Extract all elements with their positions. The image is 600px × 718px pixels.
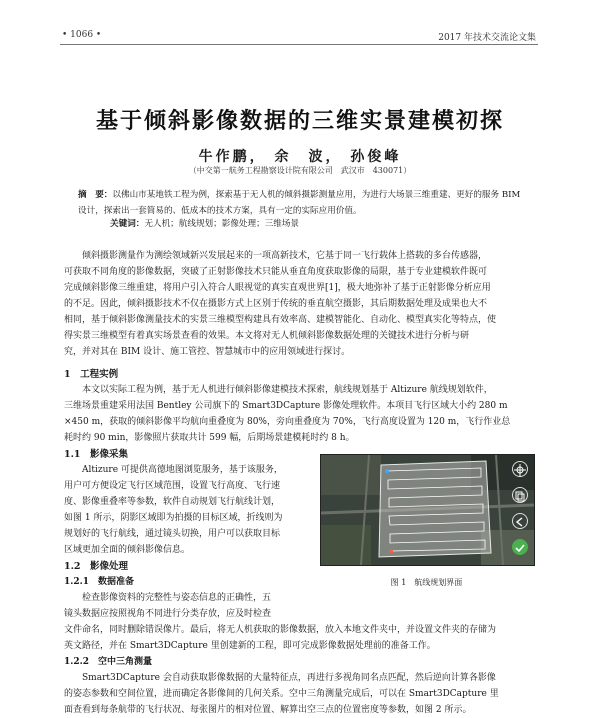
section121-paragraph [64, 622, 538, 654]
intro-paragraph [64, 248, 538, 360]
section1-line: 三维场景重建采用法国 Bentley 公司旗下的 Smart3DCapture 影像处理软件。本项目飞行区域大小约 280 m [64, 401, 508, 411]
back-icon[interactable] [512, 513, 528, 529]
section122-line: Smart3DCapture 会自动获取影像数据的大量特征点，再进行多视角同名点匹配，然后逆向计算各影像 [82, 673, 496, 683]
keywords-text: 无人机；航线规划；影像处理；三维场景 [144, 219, 300, 229]
intro-line: 完成倾斜影像三维重建，将用户引入符合人眼视觉的真实直观世界[1]，极大地弥补了基于正射影像分析应用 [64, 283, 491, 293]
copy-icon[interactable] [512, 487, 528, 503]
section11-line: 如图 1 所示，阴影区域即为拍摄的目标区域，折线则为 [64, 513, 283, 523]
section122-line: 面查看到每条航带的飞行状况、每张图片的相对位置、解算出空三点的位置密度等参数，如图 2 所示。 [64, 705, 472, 715]
subsection-heading: 1.2 影像处理 [64, 561, 129, 572]
intro-line: 究，并对其在 BIM 设计、施工管控、智慧城市中的应用领域进行探讨。 [64, 347, 351, 357]
section1-paragraph [64, 382, 538, 446]
section121-short-paragraph [64, 590, 312, 622]
section11-paragraph [64, 462, 312, 558]
abstract [78, 187, 524, 219]
intro-line: 得实景三维模型有着真实场景查看的效果。本文将对无人机倾斜影像数据处理的关键技术进行分析与研 [64, 331, 470, 341]
crosshair-icon[interactable] [512, 461, 528, 477]
section11-line: Altizure 可提供高德地图浏览服务，基于该服务， [82, 465, 283, 475]
section121-line: 检查影像资料的完整性与姿态信息的正确性，五 [82, 593, 272, 603]
intro-line: 可获取不同角度的影像数据，突破了正射影像技术只能从垂直角度获取影像的局限，基于专业建模软件既可 [64, 267, 488, 277]
subsubsection-heading: 1.2.1 数据准备 [64, 577, 135, 587]
section122-paragraph [64, 670, 538, 718]
intro-line: 倾斜摄影测量作为测绘领域新兴发展起来的一项高新技术，它基于同一飞行载体上搭载的多台传感器， [82, 251, 488, 261]
section121-line: 文件命名，同时删除错误像片。最后，将无人机获取的影像数据，放入本地文件夹中，并设置文件夹的存储为 [64, 625, 497, 635]
header-rule [60, 44, 538, 45]
section11-line: 规划好的飞行航线，通过镜头切换，用户可以获取目标 [64, 529, 281, 539]
paper-title: 基于倾斜影像数据的三维实景建模初探 [95, 108, 504, 134]
section11-line: 用户可方便设定飞行区域范围，设置飞行高度、飞行速 [64, 481, 281, 491]
section11-line: 度、影像重叠率等参数，软件自动规划飞行航线计划， [64, 497, 281, 507]
figure-caption: 图 1 航线规划界面 [390, 578, 463, 587]
section1-line: 本文以实际工程为例，基于无人机进行倾斜影像建模技术探索，航线规划基于 Altizure 航线规划软件， [82, 385, 493, 395]
aerial-map-image [321, 455, 534, 565]
intro-line: 相同，基于倾斜影像测量技术的实景三维模型构建具有效率高、建模智能化、自动化、模型真实化等特点，使 [64, 315, 497, 325]
subsection-heading: 1.1 影像采集 [64, 449, 129, 460]
confirm-icon[interactable] [512, 539, 528, 555]
keywords [110, 217, 530, 229]
section-heading: 1 工程实例 [64, 369, 119, 380]
route-planning-figure [320, 454, 535, 566]
section121-line: 镜头数据应按照视角不同进行分类存放，应及时检查 [64, 609, 272, 619]
abstract-text: 以佛山市某地铁工程为例，探索基于无人机的倾斜摄影测量应用，为进行大场景三维重建、更好的服务 BIM 设计，探索出一套简易的、低成本的技术方案，具有一定的实际应用价值。 [78, 190, 521, 216]
section121-line: 英文路径，并在 Smart3DCapture 里创建新的工程，即可完成影像数据处理前的准备工作。 [64, 641, 436, 651]
abstract-label: 摘 要： [78, 190, 113, 200]
section122-line: 的姿态参数和空间位置，进而确定各影像间的几何关系。空中三角测量完成后，可以在 Smart3DCapture 里 [64, 689, 499, 699]
section1-line: ×450 m，获取的倾斜影像平均航向重叠度为 80%，旁向重叠度为 70%，飞行高度设置为 120 m，飞行作业总 [64, 417, 511, 427]
journal-name: 2017 年技术交流论文集 [438, 33, 536, 43]
section11-line: 区域更加全面的倾斜影像信息。 [64, 545, 191, 555]
subsubsection-heading: 1.2.2 空中三角测量 [64, 657, 153, 667]
page-number: • 1066 • [62, 30, 102, 40]
keywords-label: 关键词： [110, 219, 145, 229]
section1-line: 耗时约 90 min，影像照片获取共计 599 幅，后期场景建模耗时约 8 h。 [64, 433, 355, 443]
intro-line: 的不足。因此，倾斜摄影技术不仅在摄影方式上区别于传统的垂直航空摄影，其后期数据处理及成果也大不 [64, 299, 488, 309]
paper-affiliation: （中交第一航务工程勘察设计院有限公司 武汉市 430071） [188, 166, 412, 175]
paper-authors: 牛作鹏， 余 波， 孙俊峰 [198, 149, 402, 165]
